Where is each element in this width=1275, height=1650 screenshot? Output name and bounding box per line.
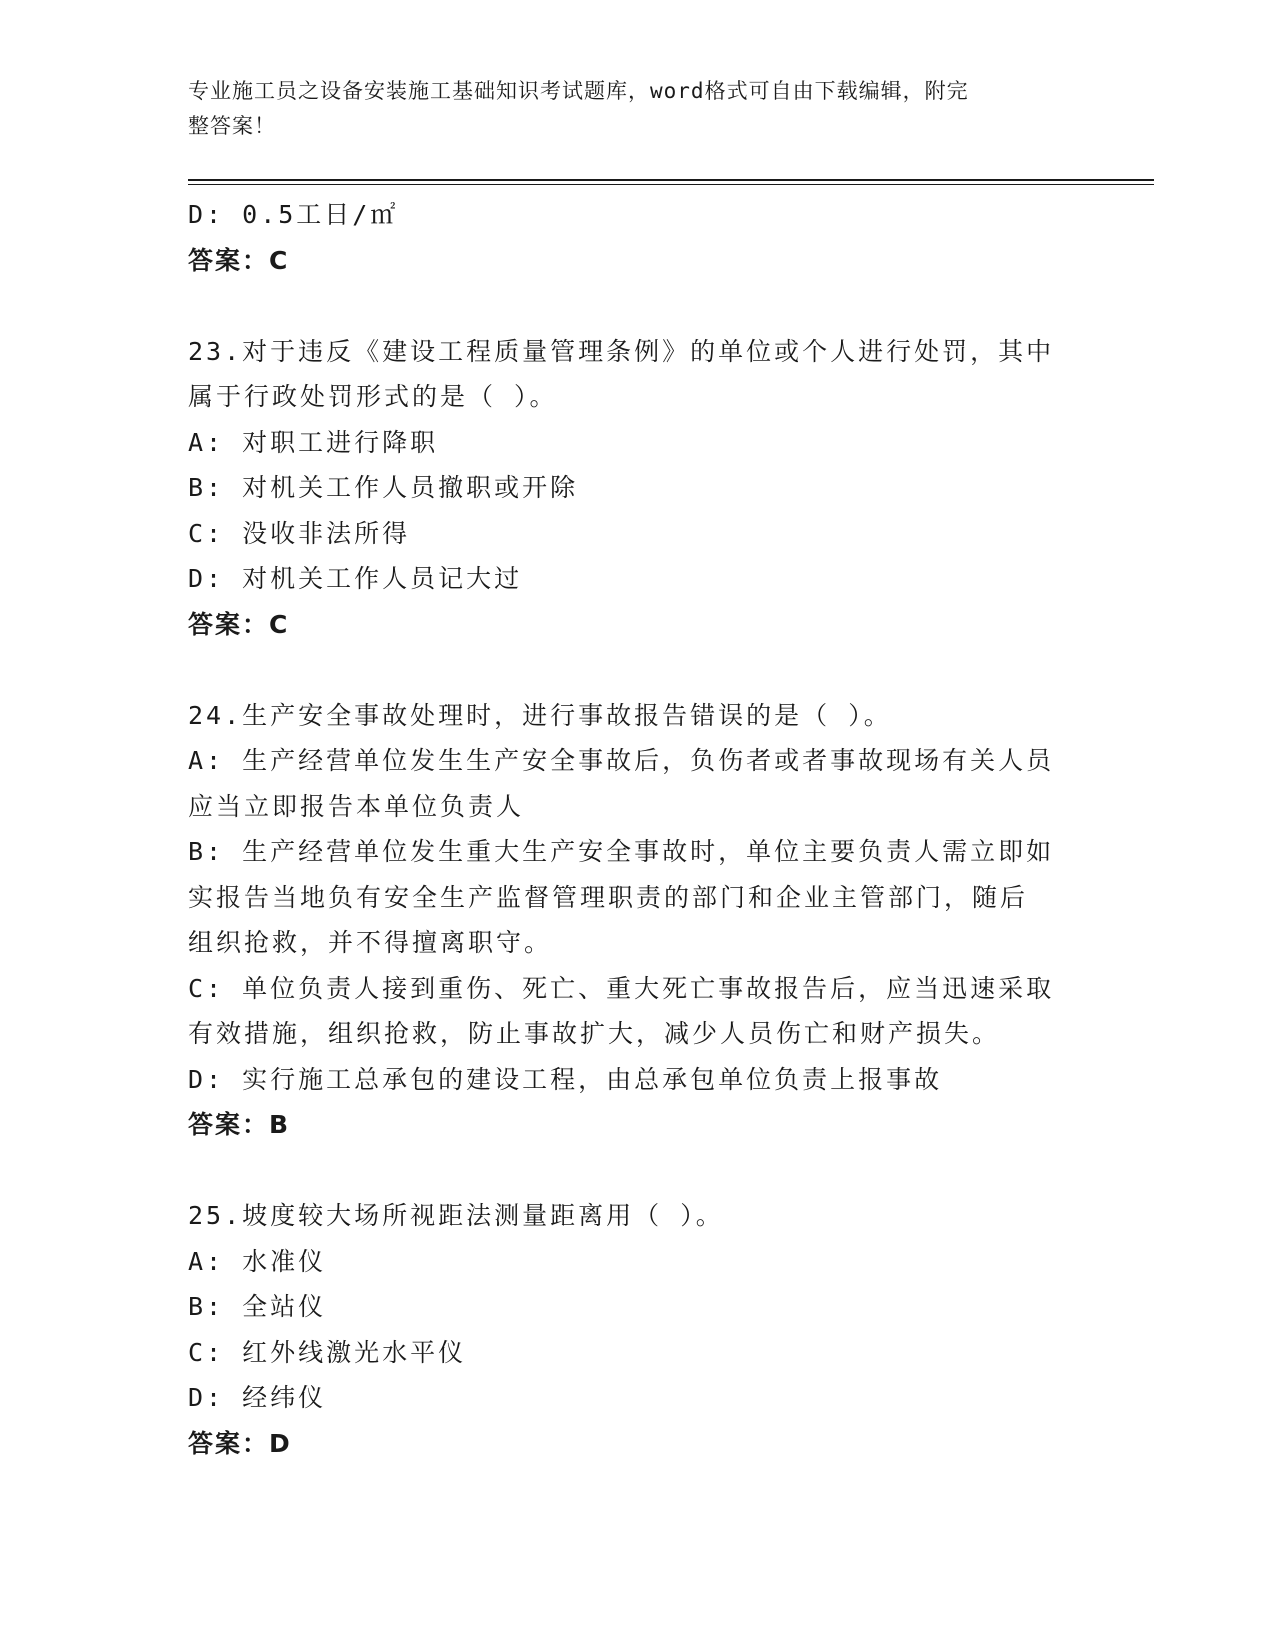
question-gap bbox=[188, 283, 1088, 329]
option-b: B: 全站仪 bbox=[188, 1292, 327, 1321]
option-d: D: 实行施工总承包的建设工程，由总承包单位负责上报事故 bbox=[188, 1064, 943, 1094]
question-stem: 属于行政处罚形式的是（ ）。 bbox=[188, 382, 558, 411]
question-stem: 23.对于违反《建设工程质量管理条例》的单位或个人进行处罚，其中 bbox=[188, 336, 1055, 366]
question-content bbox=[188, 192, 1088, 1466]
option-c: C: 红外线激光水平仪 bbox=[188, 1337, 467, 1367]
page-header: 专业施工员之设备安装施工基础知识考试题库，word格式可自由下载编辑，附完 整答案！ bbox=[188, 79, 969, 138]
question-block bbox=[188, 693, 1088, 1148]
option-b: 实报告当地负有安全生产监督管理职责的部门和企业主管部门，随后 bbox=[188, 882, 1029, 912]
option-c: 有效措施，组织抢救，防止事故扩大，减少人员伤亡和财产损失。 bbox=[188, 1019, 1001, 1048]
option-a: A: 水准仪 bbox=[188, 1246, 327, 1276]
previous-question-tail bbox=[188, 192, 1088, 283]
question-gap bbox=[188, 1148, 1088, 1194]
answer-line: 答案：D bbox=[188, 1428, 292, 1458]
option-a: A: 生产经营单位发生生产安全事故后，负伤者或者事故现场有关人员 bbox=[188, 746, 1055, 775]
question-block bbox=[188, 1193, 1088, 1466]
answer-line: 答案：C bbox=[188, 245, 290, 275]
question-list bbox=[188, 283, 1088, 1466]
answer-line: 答案：B bbox=[188, 1110, 291, 1139]
answer-line: 答案：C bbox=[188, 609, 290, 639]
option-d: D: 经纬仪 bbox=[188, 1383, 327, 1412]
option-b: B: 对机关工作人员撤职或开除 bbox=[188, 473, 579, 502]
question-block bbox=[188, 329, 1088, 648]
option-d: D: 0.5工日/㎡ bbox=[188, 200, 399, 229]
option-b: 组织抢救，并不得擅离职守。 bbox=[188, 928, 553, 957]
option-a: A: 对职工进行降职 bbox=[188, 427, 439, 457]
option-c: C: 没收非法所得 bbox=[188, 518, 411, 548]
option-d: D: 对机关工作人员记大过 bbox=[188, 564, 523, 593]
header-rule-thick bbox=[188, 179, 1154, 181]
question-stem: 24.生产安全事故处理时，进行事故报告错误的是（ ）。 bbox=[188, 700, 892, 730]
question-gap bbox=[188, 647, 1088, 693]
option-b: B: 生产经营单位发生重大生产安全事故时，单位主要负责人需立即如 bbox=[188, 837, 1055, 866]
question-stem: 25.坡度较大场所视距法测量距离用（ ）。 bbox=[188, 1201, 724, 1230]
option-c: C: 单位负责人接到重伤、死亡、重大死亡事故报告后，应当迅速采取 bbox=[188, 973, 1055, 1003]
option-a: 应当立即报告本单位负责人 bbox=[188, 791, 525, 821]
header-rule-thin bbox=[188, 184, 1154, 185]
